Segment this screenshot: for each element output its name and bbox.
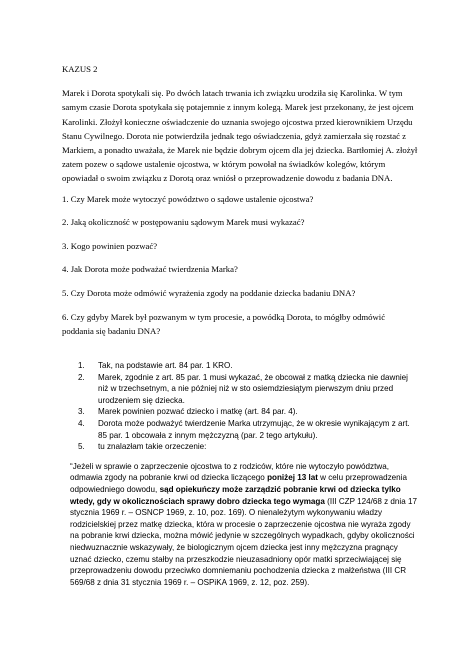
- question-3: 3. Kogo powinien pozwać?: [62, 240, 158, 251]
- question-1: 1. Czy Marek może wytoczyć powództwo o sądowe ustalenie ojcostwa?: [62, 193, 314, 204]
- answer-item: [70, 372, 418, 407]
- case-story: Marek i Dorota spotykali się. Po dwóch latach trwania ich związku urodziła się Karolinka. W tym samym czasie Dorota spotykała się potajemnie z innym kolegą. Marek jest przekonany, że jest ojcem Karolinki. Złożył konieczne oświadczenie do uznania swojego ojcostwa przed kierownikiem Urzędu Stanu Cywilnego. Dorota nie potwierdziła jednak tego oświadczenia, gdyż zamierzała się rozstać z Markiem, a ponadto uważała, że Marek nie będzie dobrym ojcem dla jej dziecka. Bartłomiej A. złożył zatem pozew o sądowe ustalenie ojcostwa, w którym powołał na świadków kolegów, którym opowiadał o swoim związku z Dorotą oraz wniósł o przeprowadzenie dowodu z badania DNA.: [62, 88, 418, 184]
- answer-text: Marek, zgodnie z art. 85 par. 1 musi wykazać, że obcował z matką dziecka nie dawniej niż w trzechsetnym, a nie później niż w sto osiemdziesiątym pierwszym dniu przed urodzeniem się dziecka.: [98, 372, 408, 405]
- answer-text: Tak, na podstawie art. 84 par. 1 KRO.: [98, 361, 233, 370]
- answer-text: Dorota może podważyć twierdzenie Marka utrzymując, że w okresie wynikającym z art. 85 par. 1 obcowała z innym mężczyzną (par. 2 tego artykułu).: [98, 418, 410, 440]
- question-2: 2. Jaką okoliczność w postępowaniu sądowym Marek musi wykazać?: [62, 217, 305, 228]
- answer-number: 1.: [78, 361, 85, 370]
- question-4: 4. Jak Dorota może podważać twierdzenia Marka?: [62, 264, 238, 275]
- quote-part-3: (III CZP 124/68 z dnia 17 stycznia 1969 r. – OSNCP 1969, z. 10, poz. 169). O nienależytym wykonywaniu władzy rodzicielskiej przez matkę dziecka, która w procesie o zaprzeczenie ojcostwa nie wyraża zgody na pobranie krwi dziecka, można mówić jedynie w szczególnych wypadkach, gdyby okoliczności niedwuznacznie wskazywały, że biologicznym ojcem dziecka jest inny mężczyzna pragnący uznać dziecko, czemu stałby na przeszkodzie nieuzasadniony opór matki sprzeciwiającej się przeprowadzeniu dowodu przeciwko domniemaniu pochodzenia dziecka z małżeństwa (III CR 569/68 z dnia 31 stycznia 1969 r. – OSPiKA 1969, z. 12, poz. 259).: [70, 496, 417, 587]
- answer-item: [70, 441, 418, 453]
- answer-number: 3.: [78, 407, 85, 417]
- question-6: 6. Czy gdyby Marek był pozwanym w tym procesie, a powódką Dorota, to mógłby odmówić poddania się badaniu DNA?: [62, 311, 386, 336]
- answer-number: 2.: [78, 372, 85, 382]
- quote-bold-1: poniżej 13 lat: [267, 473, 318, 483]
- questions-list: [62, 192, 418, 338]
- question-5: 5. Czy Dorota może odmówić wyrażenia zgody na poddanie dziecka badaniu DNA?: [62, 288, 356, 298]
- answer-number: 5.: [78, 442, 85, 452]
- case-title: KAZUS 2: [62, 64, 98, 74]
- answers-list: [62, 360, 418, 453]
- quote-bold-2: sąd opiekuńczy może zarządzić pobranie krwi od dziecka tylko wtedy, gdy w okolicznościach sprawy dobro dziecka tego wymaga: [70, 485, 401, 506]
- answer-item: [70, 418, 418, 441]
- answer-item: [70, 406, 418, 418]
- answer-item: [70, 360, 418, 372]
- quote-part-2: w celu przeprowadzenia odpowiedniego dowodu,: [70, 473, 407, 495]
- quote-part-1: “Jeżeli w sprawie o zaprzeczenie ojcostwa to z rodziców, które nie wytoczyło powództwa, odmawia zgody na pobranie krwi od dziecka liczącego: [70, 461, 389, 483]
- answer-number: 4.: [78, 418, 85, 428]
- court-ruling-quote: [70, 461, 418, 589]
- answer-text: tu znalazłam takie orzeczenie:: [98, 442, 207, 452]
- answer-text: Marek powinien pozwać dziecko i matkę (art. 84 par. 4).: [98, 407, 298, 417]
